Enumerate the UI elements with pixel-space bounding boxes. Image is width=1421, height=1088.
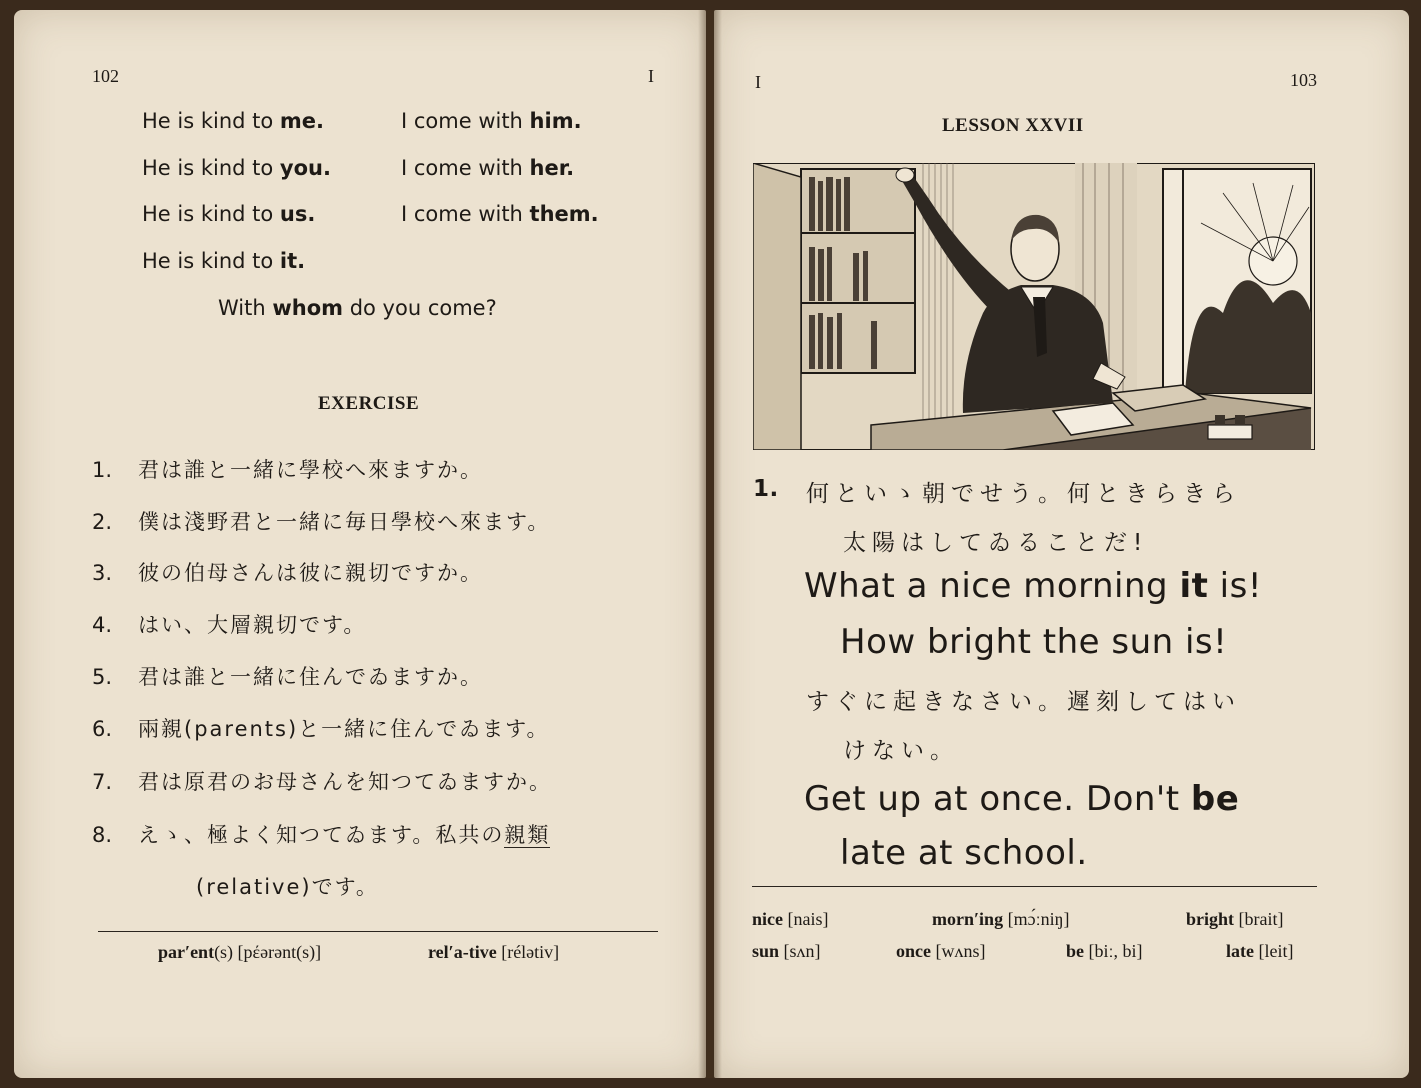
japanese-line-3: すぐに起きなさい。遲刻してはい — [806, 689, 1241, 715]
exercise-heading: EXERCISE — [318, 393, 420, 414]
glossary-entry — [428, 942, 559, 963]
japanese-line-4: けない。 — [843, 738, 959, 764]
example-text: He is kind to — [142, 249, 280, 273]
glossary-entry — [1186, 909, 1284, 930]
glossary-entry — [932, 909, 1069, 930]
exercise-item — [92, 713, 549, 743]
lesson-title: LESSON XXVII — [942, 115, 1084, 136]
glossary-pronunciation: [sʌn] — [779, 941, 821, 961]
glossary-entry — [752, 909, 828, 930]
exercise-8-continuation: (relative)です。 — [196, 875, 379, 899]
left-page — [14, 10, 706, 1078]
glossary-word: morn′ing — [932, 909, 1004, 929]
question-text: With — [218, 296, 273, 320]
exercise-item — [92, 454, 483, 484]
right-section-mark: I — [755, 72, 761, 92]
example-pronoun: him. — [529, 109, 582, 133]
english-line-3 — [804, 779, 1239, 819]
english-line-1 — [804, 566, 1262, 606]
glossary-word: be — [1066, 941, 1084, 961]
glossary-entry — [896, 941, 986, 962]
glossary-word: nice — [752, 909, 783, 929]
glossary-pronunciation: [brait] — [1234, 909, 1284, 929]
english-text: is! — [1208, 566, 1262, 606]
glossary-pronunciation: [nais] — [783, 909, 829, 929]
glossary-pronunciation: [mɔ́ːniŋ] — [1003, 909, 1070, 929]
example-pronoun: me. — [279, 109, 325, 133]
glossary-word: once — [896, 941, 931, 961]
example-line-1 — [142, 109, 324, 133]
exercise-text: はい、大層親切です。 — [138, 613, 367, 637]
exercise-text: 君は誰と一緒に住んでゐますか。 — [138, 665, 483, 689]
japanese-line-2: 太陽はしてゐることだ! — [843, 530, 1149, 556]
exercise-item — [92, 819, 550, 849]
glossary-entry — [1226, 941, 1293, 962]
exercise-number: 8. — [92, 823, 113, 847]
glossary-pronunciation: [biː, bi] — [1084, 941, 1143, 961]
item-number: 1. — [753, 476, 779, 502]
glossary-pronunciation: [leit] — [1253, 941, 1294, 961]
exercise-item — [92, 661, 483, 691]
exercise-number: 4. — [92, 613, 113, 637]
exercise-number: 3. — [92, 561, 113, 585]
example-text: I come with — [401, 109, 530, 133]
english-keyword: be — [1190, 779, 1240, 819]
right-page-number: 103 — [1290, 70, 1317, 90]
example-line-1b — [401, 109, 582, 133]
glossary-pronunciation: [wʌns] — [931, 941, 986, 961]
question-keyword: whom — [272, 296, 344, 320]
underlined-term: 親類 — [504, 823, 551, 847]
glossary-word: rel′a-tive — [428, 942, 497, 962]
illustration-boy-at-desk — [753, 163, 1315, 450]
glossary-word: sun — [752, 941, 780, 961]
example-text: I come with — [401, 156, 530, 180]
example-text: He is kind to — [142, 109, 280, 133]
japanese-line-1: 何といゝ朝でせう。何ときらきら — [806, 481, 1241, 507]
example-line-3b — [401, 202, 599, 226]
example-pronoun: you. — [279, 156, 331, 180]
question-text: do you come? — [343, 296, 497, 320]
left-section-mark: I — [648, 66, 654, 86]
exercise-text: 君は誰と一緒に學校へ來ますか。 — [138, 458, 483, 482]
exercise-text: えゝ、極よく知つてゐます。私共の — [138, 823, 505, 847]
exercise-number: 2. — [92, 510, 113, 534]
glossary-entry — [1066, 941, 1143, 962]
glossary-pronunciation: [rélətiv] — [496, 942, 560, 962]
exercise-item — [92, 557, 483, 587]
exercise-number: 1. — [92, 458, 113, 482]
example-pronoun: it. — [279, 249, 306, 273]
example-pronoun: us. — [279, 202, 316, 226]
example-line-4 — [142, 249, 305, 273]
exercise-text: 僕は淺野君と一緒に毎日學校へ來ます。 — [138, 510, 551, 534]
example-text: He is kind to — [142, 156, 280, 180]
glossary-word: par′ent — [158, 942, 215, 962]
glossary-entry — [158, 942, 321, 963]
exercise-item — [92, 506, 550, 536]
example-text: He is kind to — [142, 202, 280, 226]
glossary-pronunciation: (s) [pέərənt(s)] — [214, 942, 322, 962]
english-text: Get up at once. Don't — [804, 779, 1191, 819]
english-line-4: late at school. — [840, 833, 1088, 873]
book-gutter — [698, 10, 722, 1078]
glossary-word: late — [1226, 941, 1254, 961]
exercise-item — [92, 766, 552, 796]
example-line-2b — [401, 156, 574, 180]
glossary-entry — [752, 941, 821, 962]
example-pronoun: her. — [529, 156, 575, 180]
glossary-word: bright — [1186, 909, 1235, 929]
footnote-rule-right — [752, 886, 1317, 887]
exercise-text: 彼の伯母さんは彼に親切ですか。 — [138, 561, 483, 585]
english-text: What a nice morning — [804, 566, 1180, 606]
exercise-item — [92, 609, 366, 639]
exercise-number: 7. — [92, 770, 113, 794]
example-pronoun: them. — [529, 202, 599, 226]
left-page-number: 102 — [92, 66, 119, 86]
example-line-3 — [142, 202, 315, 226]
exercise-text: 兩親(parents)と一緒に住んでゐます。 — [138, 717, 550, 741]
example-text: I come with — [401, 202, 530, 226]
english-keyword: it — [1179, 566, 1209, 606]
exercise-text: 君は原君のお母さんを知つてゐますか。 — [138, 770, 552, 794]
question-line — [218, 296, 497, 320]
exercise-number: 5. — [92, 665, 113, 689]
exercise-number: 6. — [92, 717, 113, 741]
example-line-2 — [142, 156, 331, 180]
english-line-2: How bright the sun is! — [840, 622, 1228, 662]
footnote-rule — [98, 931, 658, 932]
